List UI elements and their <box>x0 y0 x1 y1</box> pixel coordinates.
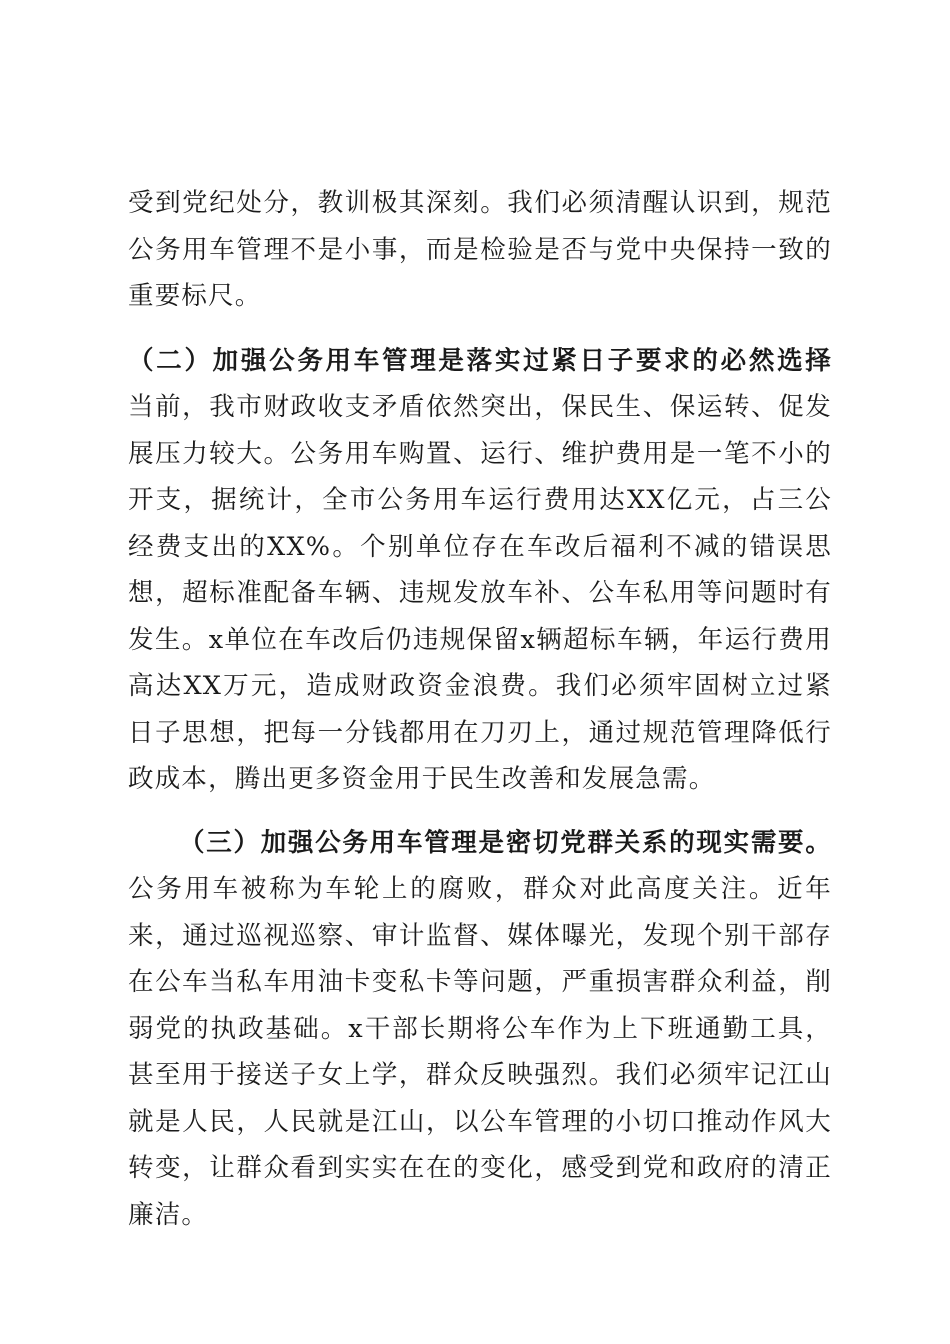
paragraph-2 <box>128 338 832 803</box>
paragraph-3-body: 公务用车被称为车轮上的腐败，群众对此高度关注。近年来，通过巡视巡察、审计监督、媒体曝光，发现个别干部存在公车当私车用油卡变私卡等问题，严重损害群众利益，削弱党的执政基础。x干部长期将公车作为上下班通勤工具，甚至用于接送子女上学，群众反映强烈。我们必须牢记江山就是人民，人民就是江山，以公车管理的小切口推动作风大转变，让群众看到实实在在的变化，感受到党和政府的清正廉洁。 <box>128 874 832 1230</box>
section-heading-3: （三）加强公务用车管理是密切党群关系的现实需要。 <box>179 827 832 858</box>
paragraph-2-body: 当前，我市财政收支矛盾依然突出，保民生、保运转、促发展压力较大。公务用车购置、运行、维护费用是一笔不小的开支，据统计，全市公务用车运行费用达XX亿元，占三公经费支出的XX%。个别单位存在车改后福利不减的错误思想，超标准配备车辆、违规发放车补、公车私用等问题时有发生。x单位在车改后仍违规保留x辆超标车辆，年运行费用高达XX万元，造成财政资金浪费。我们必须牢固树立过紧日子思想，把每一分钱都用在刀刃上，通过规范管理降低行政成本，腾出更多资金用于民生改善和发展急需。 <box>128 392 832 794</box>
section-heading-2: （二）加强公务用车管理是落实过紧日子要求的必然选择 <box>128 345 832 376</box>
document-page <box>128 180 832 1256</box>
paragraph-3 <box>128 820 832 1239</box>
paragraph-1: 受到党纪处分，教训极其深刻。我们必须清醒认识到，规范公务用车管理不是小事，而是检验是否与党中央保持一致的重要标尺。 <box>128 188 832 311</box>
